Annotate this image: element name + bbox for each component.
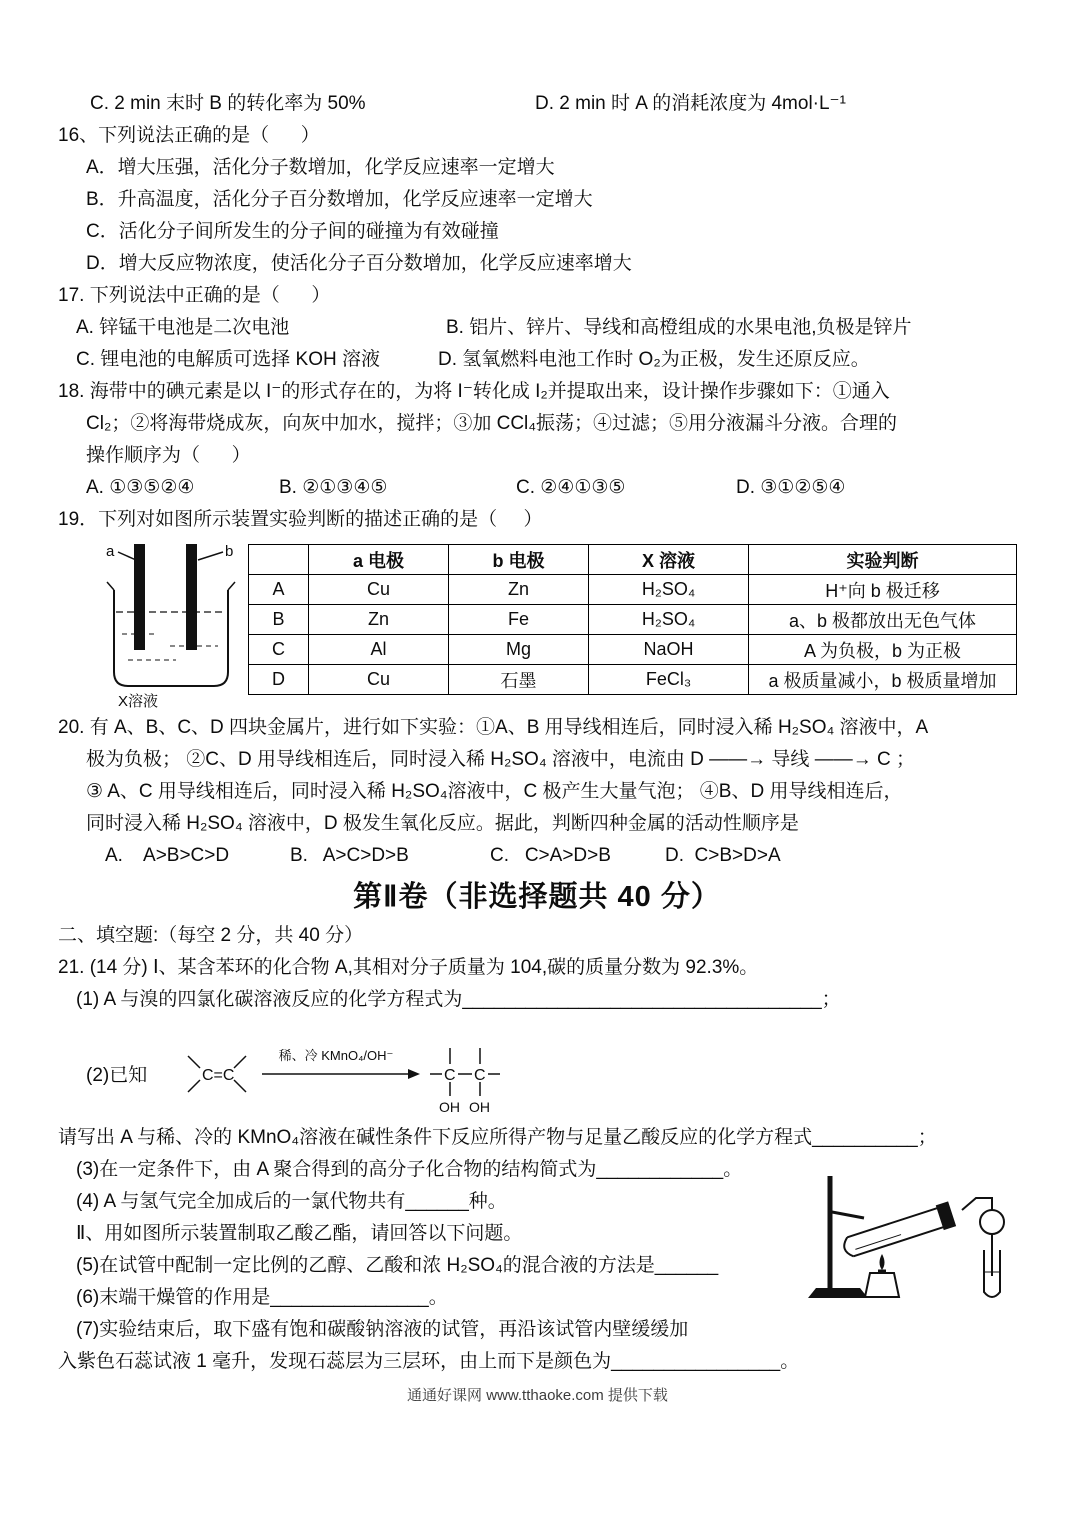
q18-options-row <box>58 472 1060 504</box>
table-cell: Zn <box>449 575 589 605</box>
table-row <box>249 635 1017 665</box>
table-header-cell <box>249 545 309 575</box>
q15-options-row <box>58 88 1060 120</box>
ester-apparatus-diagram <box>796 1160 1021 1310</box>
q17-stem: 17. 下列说法中正确的是（ ） <box>58 285 331 306</box>
q21-p3: (3)在一定条件下，由 A 聚合得到的高分子化合物的结构简式为____________。 <box>76 1159 743 1180</box>
table-cell: a、b 极都放出无色气体 <box>749 605 1017 635</box>
electrolysis-cell-diagram <box>98 538 248 716</box>
q21-p6: (6)末端干燥管的作用是_______________。 <box>76 1287 448 1308</box>
q18-option-c: C. ②④①③⑤ <box>516 477 626 498</box>
table-cell: D <box>249 665 309 695</box>
q21-p4: (4) A 与氢气完全加成后的一氯代物共有______种。 <box>76 1191 507 1212</box>
reaction-test-tube <box>841 1201 957 1261</box>
q21-p2-after: 请写出 A 与稀、冷的 KMnO₄溶液在碱性条件下反应所得产物与足量乙酸反应的化学方程式__________； <box>58 1127 937 1148</box>
table-row <box>249 665 1017 695</box>
q18-option-d: D. ③①②⑤④ <box>736 477 846 498</box>
table-row <box>249 605 1017 635</box>
section2-subtitle: 二、填空题:（每空 2 分，共 40 分） <box>58 925 364 946</box>
q18-line2: Cl₂；②将海带烧成灰，向灰中加水，搅拌；③加 CCl₄振荡；④过滤；⑤用分液漏斗分液。合理的 <box>86 413 898 434</box>
table-cell: Fe <box>449 605 589 635</box>
reaction-arrowhead <box>408 1069 420 1079</box>
q20-option-d: D. C>B>D>A <box>665 845 781 866</box>
q16-option-b: B．升高温度，活化分子百分数增加，化学反应速率一定增大 <box>86 189 593 210</box>
electrode-b-label: b <box>225 543 234 560</box>
q21-intro: 21. (14 分) Ⅰ、某含苯环的化合物 A,其相对分子质量为 104,碳的质量分数为 92.3%。 <box>58 957 759 978</box>
q17-options-ab <box>58 312 1060 344</box>
q19-figure-and-table <box>58 543 1060 710</box>
table-cell: H⁺向 b 极迁移 <box>749 575 1017 605</box>
safety-bulb <box>980 1210 1004 1234</box>
q21-p2-label: (2)已知 <box>86 1065 148 1086</box>
table-cell: Cu <box>309 575 449 605</box>
q21-p7-line1: (7)实验结束后，取下盛有饱和碳酸钠溶液的试管，再沿该试管内壁缓缓加 <box>76 1319 689 1340</box>
q21-p2-row <box>58 1030 1060 1122</box>
footer-watermark: 通通好课网 www.tthaoke.com 提供下载 <box>407 1387 668 1404</box>
q15-option-c: C. 2 min 末时 B 的转化率为 50% <box>90 93 366 114</box>
q19-stem: 19．下列对如图所示装置实验判断的描述正确的是（ ） <box>58 509 543 530</box>
table-header-cell: 实验判断 <box>749 545 1017 575</box>
q17-option-d: D. 氢氧燃料电池工作时 O₂为正极，发生还原反应。 <box>438 349 870 370</box>
table-cell: H₂SO₄ <box>589 605 749 635</box>
q18-line1: 18. 海带中的碘元素是以 I⁻的形式存在的，为将 I⁻转化成 I₂并提取出来，设计操作步骤如下：①通入 <box>58 381 890 402</box>
q17-option-c: C. 锂电池的电解质可选择 KOH 溶液 <box>76 349 381 370</box>
table-cell: Zn <box>309 605 449 635</box>
stopper <box>936 1201 956 1230</box>
table-row <box>249 575 1017 605</box>
table-cell: FeCl₃ <box>589 665 749 695</box>
scheme-reactant: C=C <box>202 1067 235 1084</box>
table-header-cell: a 电极 <box>309 545 449 575</box>
table-header-cell: b 电极 <box>449 545 589 575</box>
electrode-a-label: a <box>106 543 115 560</box>
table-cell: A 为负极，b 为正极 <box>749 635 1017 665</box>
q20-line1: 20. 有 A、B、C、D 四块金属片，进行如下实验：①A、B 用导线相连后，同时浸入稀 H₂SO₄ 溶液中，A <box>58 717 929 738</box>
scheme-reagent-label: 稀、冷 KMnO₄/OH⁻ <box>278 1048 394 1063</box>
table-cell: 石墨 <box>449 665 589 695</box>
table-cell: Al <box>309 635 449 665</box>
beaker-outline <box>114 590 228 686</box>
q21-p1: (1) A 与溴的四氯化碳溶液反应的化学方程式为__________________________________； <box>76 989 841 1010</box>
table-cell: C <box>249 635 309 665</box>
q15-option-d: D. 2 min 时 A 的消耗浓度为 4mol·L⁻¹ <box>535 93 846 114</box>
q17-option-a: A. 锌锰干电池是二次电池 <box>76 317 290 338</box>
q21-part2-intro: Ⅱ、用如图所示装置制取乙酸乙酯，请回答以下问题。 <box>76 1223 523 1244</box>
table-cell: NaOH <box>589 635 749 665</box>
alcohol-lamp <box>865 1273 899 1297</box>
scheme-product-c1: C <box>444 1067 456 1084</box>
q20-line4: 同时浸入稀 H₂SO₄ 溶液中，D 极发生氧化反应。据此，判断四种金属的活动性顺序是 <box>86 813 799 834</box>
q18-option-b: B. ②①③④⑤ <box>279 477 388 498</box>
q16-option-c: C．活化分子间所发生的分子间的碰撞为有效碰撞 <box>86 221 499 242</box>
q19-table <box>248 544 1017 695</box>
q20-option-b: B. A>C>D>B <box>290 845 409 866</box>
q20-line2: 极为负极； ②C、D 用导线相连后，同时浸入稀 H₂SO₄ 溶液中，电流由 D ——→ 导线 ——→ C ； <box>86 749 915 770</box>
table-cell: Cu <box>309 665 449 695</box>
q21-p5: (5)在试管中配制一定比例的乙醇、乙酸和浓 H₂SO₄的混合液的方法是______ <box>76 1255 719 1276</box>
q16-option-a: A．增大压强，活化分子数增加，化学反应速率一定增大 <box>86 157 555 178</box>
delivery-tube <box>962 1198 992 1210</box>
scheme-product-oh1: OH <box>439 1099 460 1115</box>
q17-options-cd <box>58 344 1060 376</box>
ester-apparatus-figure <box>796 1160 1021 1315</box>
scheme-product-c2: C <box>474 1067 486 1084</box>
clamp <box>832 1212 864 1218</box>
q18-option-a: A. ①③⑤②④ <box>86 477 195 498</box>
q16-option-d: D．增大反应物浓度，使活化分子百分数增加，化学反应速率增大 <box>86 253 632 274</box>
beaker-diagram <box>98 538 248 710</box>
q18-line3: 操作顺序为（ ） <box>86 445 251 466</box>
table-cell: a 极质量减小，b 极质量增加 <box>749 665 1017 695</box>
table-cell: A <box>249 575 309 605</box>
electrode-b <box>186 544 197 650</box>
q21-p7-line2: 入紫色石蕊试液 1 毫升，发现石蕊层为三层环，由上而下是颜色为________________。 <box>58 1351 800 1372</box>
q16-stem: 16、下列说法正确的是（ ） <box>58 125 320 146</box>
table-header-row <box>249 545 1017 575</box>
scheme-product-oh2: OH <box>469 1099 490 1115</box>
table-cell: B <box>249 605 309 635</box>
table-cell: Mg <box>449 635 589 665</box>
q20-options-row <box>58 840 1060 872</box>
reaction-scheme-diagram <box>184 1030 544 1122</box>
q17-option-b: B. 铝片、锌片、导线和高橙组成的水果电池,负极是锌片 <box>446 317 912 338</box>
table-header-cell: X 溶液 <box>589 545 749 575</box>
stand-base <box>808 1288 868 1298</box>
q20-line3: ③ A、C 用导线相连后，同时浸入稀 H₂SO₄溶液中，C 极产生大量气泡； ④B、D 用导线相连后， <box>86 781 903 802</box>
solution-label: X溶液 <box>118 693 159 710</box>
section2-title: 第Ⅱ卷（非选择题共 40 分） <box>353 881 721 913</box>
table-cell: H₂SO₄ <box>589 575 749 605</box>
q20-option-a: A. A>B>C>D <box>105 845 230 866</box>
flame <box>880 1254 885 1270</box>
q20-option-c: C. C>A>D>B <box>490 845 611 866</box>
